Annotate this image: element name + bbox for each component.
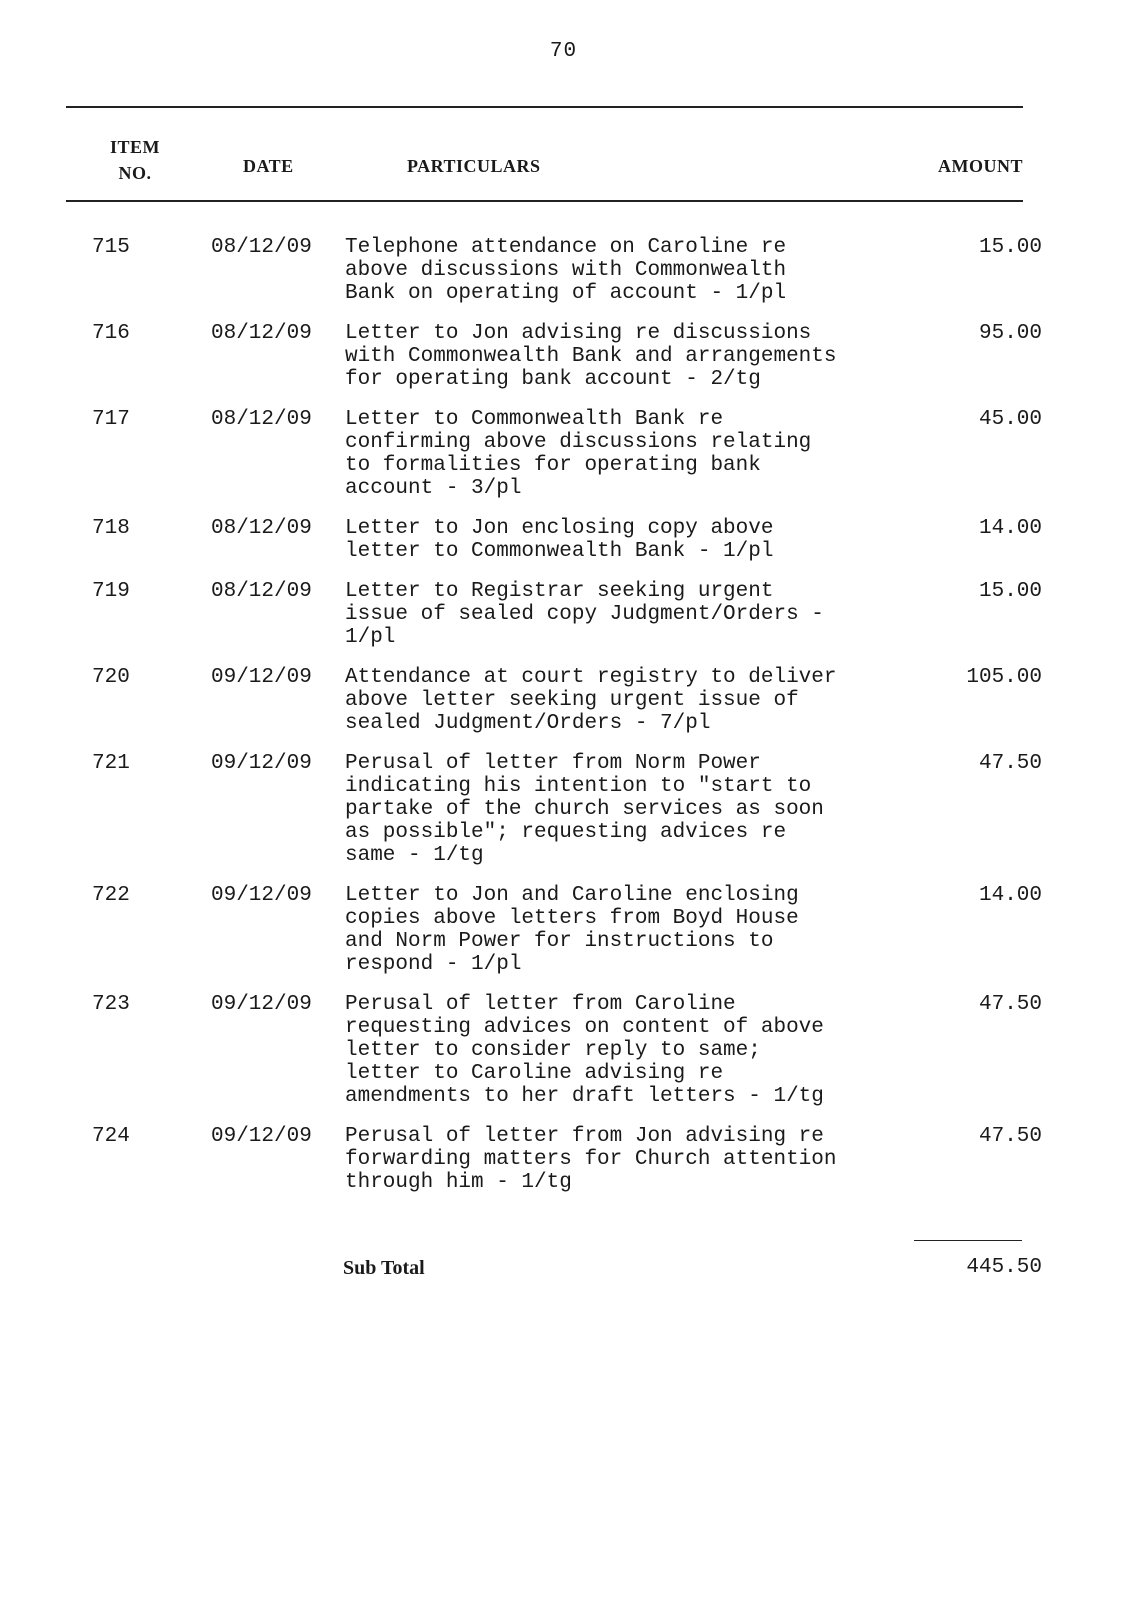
- item-date: 09/12/09: [211, 752, 312, 775]
- ledger-row: [0, 322, 1127, 391]
- item-amount: 47.50: [978, 752, 1042, 775]
- ledger-row: [0, 884, 1127, 976]
- item-amount: 105.00: [966, 666, 1042, 689]
- ledger-row: [0, 236, 1127, 305]
- item-date: 08/12/09: [211, 236, 312, 259]
- item-number: 724: [92, 1125, 130, 1148]
- item-date: 09/12/09: [211, 666, 312, 689]
- item-date: 08/12/09: [211, 517, 312, 540]
- item-date: 09/12/09: [211, 1125, 312, 1148]
- item-date: 09/12/09: [211, 884, 312, 907]
- subtotal-label: Sub Total: [343, 1257, 425, 1279]
- item-amount: 15.00: [978, 236, 1042, 259]
- page-number: 70: [549, 40, 578, 63]
- ledger-row: [0, 408, 1127, 500]
- item-number: 721: [92, 752, 130, 775]
- item-number: 716: [92, 322, 130, 345]
- header-top-rule: [66, 106, 1023, 108]
- ledger-row: [0, 1125, 1127, 1194]
- item-number: 717: [92, 408, 130, 431]
- item-amount: 95.00: [978, 322, 1042, 345]
- item-particulars: Letter to Jon advising re discussions with Commonwealth Bank and arrangements for operating bank account - 2/tg: [345, 322, 837, 391]
- header-date: DATE: [243, 156, 294, 176]
- header-amount: AMOUNT: [938, 156, 1023, 176]
- item-date: 08/12/09: [211, 580, 312, 603]
- header-particulars: PARTICULARS: [407, 156, 541, 176]
- item-date: 08/12/09: [211, 322, 312, 345]
- ledger-row: [0, 517, 1127, 563]
- item-particulars: Letter to Jon enclosing copy above letter to Commonwealth Bank - 1/pl: [345, 517, 774, 563]
- subtotal-rule: [914, 1240, 1022, 1241]
- item-number: 722: [92, 884, 130, 907]
- item-amount: 14.00: [978, 884, 1042, 907]
- item-number: 719: [92, 580, 130, 603]
- item-amount: 45.00: [978, 408, 1042, 431]
- item-number: 723: [92, 993, 130, 1016]
- item-particulars: Letter to Registrar seeking urgent issue of sealed copy Judgment/Orders - 1/pl: [345, 580, 824, 649]
- item-amount: 15.00: [978, 580, 1042, 603]
- item-number: 720: [92, 666, 130, 689]
- subtotal-value: 445.50: [966, 1256, 1042, 1279]
- ledger-row: [0, 666, 1127, 735]
- item-amount: 14.00: [978, 517, 1042, 540]
- item-particulars: Telephone attendance on Caroline re above discussions with Commonwealth Bank on operating of account - 1/pl: [345, 236, 787, 305]
- item-number: 715: [92, 236, 130, 259]
- item-particulars: Perusal of letter from Jon advising re forwarding matters for Church attention through him - 1/tg: [345, 1125, 837, 1194]
- header-bottom-rule: [66, 200, 1023, 202]
- item-number: 718: [92, 517, 130, 540]
- item-particulars: Letter to Commonwealth Bank re confirming above discussions relating to formalities for operating bank account - 3/pl: [345, 408, 812, 500]
- ledger-row: [0, 580, 1127, 649]
- item-particulars: Letter to Jon and Caroline enclosing copies above letters from Boyd House and Norm Power for instructions to respond - 1/pl: [345, 884, 799, 976]
- header-item-no: [102, 134, 168, 186]
- item-particulars: Attendance at court registry to deliver above letter seeking urgent issue of sealed Judgment/Orders - 7/pl: [345, 666, 837, 735]
- item-date: 09/12/09: [211, 993, 312, 1016]
- item-date: 08/12/09: [211, 408, 312, 431]
- item-particulars: Perusal of letter from Caroline requesting advices on content of above letter to consider reply to same; letter to Caroline advising re amendments to her draft letters - 1/tg: [345, 993, 824, 1108]
- header-item-line2: NO.: [118, 163, 152, 183]
- item-amount: 47.50: [978, 1125, 1042, 1148]
- ledger-entries: [0, 236, 1127, 1211]
- item-amount: 47.50: [978, 993, 1042, 1016]
- item-particulars: Perusal of letter from Norm Power indicating his intention to "start to partake of the church services as soon as possible"; requesting advices re same - 1/tg: [345, 752, 824, 867]
- ledger-row: [0, 993, 1127, 1108]
- ledger-row: [0, 752, 1127, 867]
- header-item-line1: ITEM: [109, 137, 160, 157]
